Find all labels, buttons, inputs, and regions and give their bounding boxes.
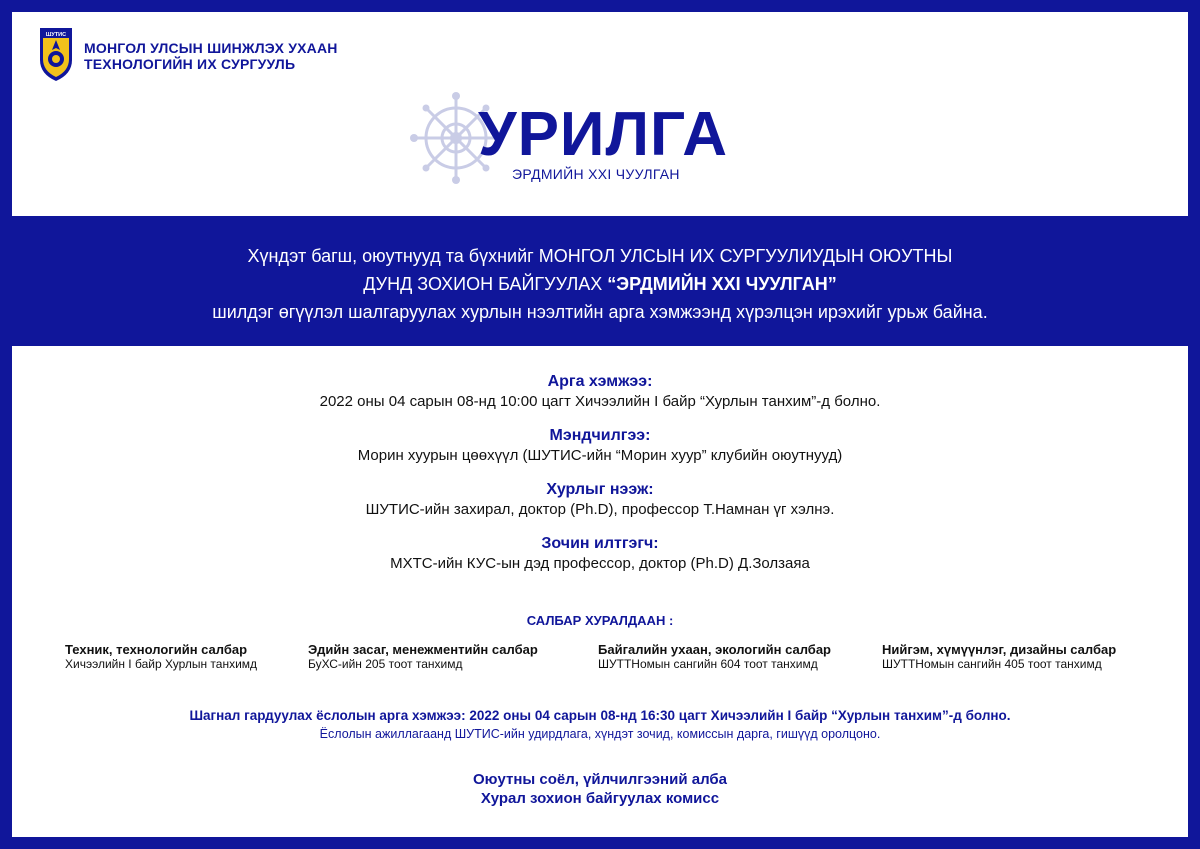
section-location: ШУТТНомын сангийн 405 тоот танхимд bbox=[882, 657, 1102, 671]
program-item-text: Морин хуурын цөөхүүл (ШУТИС-ийн “Морин хуур” клубийн оюутнууд) bbox=[357, 447, 843, 464]
program-list bbox=[0, 372, 1200, 588]
award-heading: Шагнал гардуулах ёслолын арга хэмжээ: 2022 оны 04 сарын 08-нд 16:30 цагт Хичээлийн I байр “Хурлын танхим”-д болно. bbox=[189, 708, 1011, 723]
section-location: Хичээлийн I байр Хурлын танхимд bbox=[65, 657, 258, 671]
university-logo-icon bbox=[38, 26, 74, 82]
invitation-line1: Хүндэт багш, оюутнууд та бүхнийг МОНГОЛ УЛСЫН ИХ СУРГУУЛИУДЫН ОЮУТНЫ bbox=[247, 246, 953, 266]
program-item-heading: Мэндчилгээ: bbox=[549, 427, 651, 444]
university-name-line2: ТЕХНОЛОГИЙН ИХ СУРГУУЛЬ bbox=[84, 56, 296, 72]
program-item-heading: Зочин илтгэгч: bbox=[541, 535, 659, 552]
program-item-event bbox=[0, 372, 1200, 412]
program-item-guest-speaker bbox=[0, 534, 1200, 574]
invitation-line2-prefix: ДУНД ЗОХИОН БАЙГУУЛАХ bbox=[363, 274, 608, 294]
section-item bbox=[882, 642, 1116, 672]
page-subtitle: ЭРДМИЙН XXI ЧУУЛГАН bbox=[512, 166, 680, 182]
program-item-greeting bbox=[0, 426, 1200, 466]
logo-label: ШУТИС bbox=[45, 32, 67, 38]
signature-line1: Оюутны соёл, үйлчилгээний алба bbox=[472, 771, 728, 788]
award-text: Ёслолын ажиллагаанд ШУТИС-ийн удирдлага, хүндэт зочид, комиссын дарга, гишүүд оролцоно. bbox=[319, 727, 881, 741]
invitation-line2 bbox=[0, 270, 1200, 298]
section-name: Байгалийн ухаан, экологийн салбар bbox=[598, 642, 831, 657]
program-item-heading: Хурлыг нээж: bbox=[546, 481, 654, 498]
section-item bbox=[65, 642, 257, 672]
section-location: ШУТТНомын сангийн 604 тоот танхимд bbox=[598, 657, 818, 671]
university-name bbox=[84, 40, 338, 72]
invitation-line3: шилдэг өгүүлэл шалгаруулах хурлын нээлтийн арга хэмжээнд хүрэлцэн ирэхийг урьж байна. bbox=[212, 302, 988, 322]
section-name: Нийгэм, хүмүүнлэг, дизайны салбар bbox=[882, 642, 1117, 657]
program-item-heading: Арга хэмжээ: bbox=[547, 373, 653, 390]
sections-heading: САЛБАР ХУРАЛДААН : bbox=[526, 613, 674, 628]
section-item bbox=[308, 642, 538, 672]
program-item-opening bbox=[0, 480, 1200, 520]
section-name: Техник, технологийн салбар bbox=[65, 642, 248, 657]
section-item bbox=[598, 642, 831, 672]
program-item-text: 2022 оны 04 сарын 08-нд 10:00 цагт Хичээлийн I байр “Хурлын танхим”-д болно. bbox=[319, 393, 881, 410]
event-name: “ЭРДМИЙН XXI ЧУУЛГАН” bbox=[607, 274, 837, 294]
page-title: УРИЛГА bbox=[478, 100, 729, 169]
signature bbox=[0, 770, 1200, 808]
university-name-line1: МОНГОЛ УЛСЫН ШИНЖЛЭХ УХААН bbox=[84, 40, 338, 56]
award-ceremony bbox=[0, 707, 1200, 743]
section-location: БуХС-ийн 205 тоот танхимд bbox=[308, 657, 463, 671]
signature-line2: Хурал зохион байгуулах комисс bbox=[480, 790, 720, 807]
invitation-text bbox=[0, 242, 1200, 326]
sections-list bbox=[0, 642, 1200, 682]
program-item-text: МХТС-ийн КУС-ын дэд профессор, доктор (Ph.D) Д.Золзаяа bbox=[390, 555, 810, 572]
program-item-text: ШУТИС-ийн захирал, доктор (Ph.D), профессор Т.Намнан үг хэлнэ. bbox=[365, 501, 835, 518]
section-name: Эдийн засаг, менежментийн салбар bbox=[308, 642, 538, 657]
